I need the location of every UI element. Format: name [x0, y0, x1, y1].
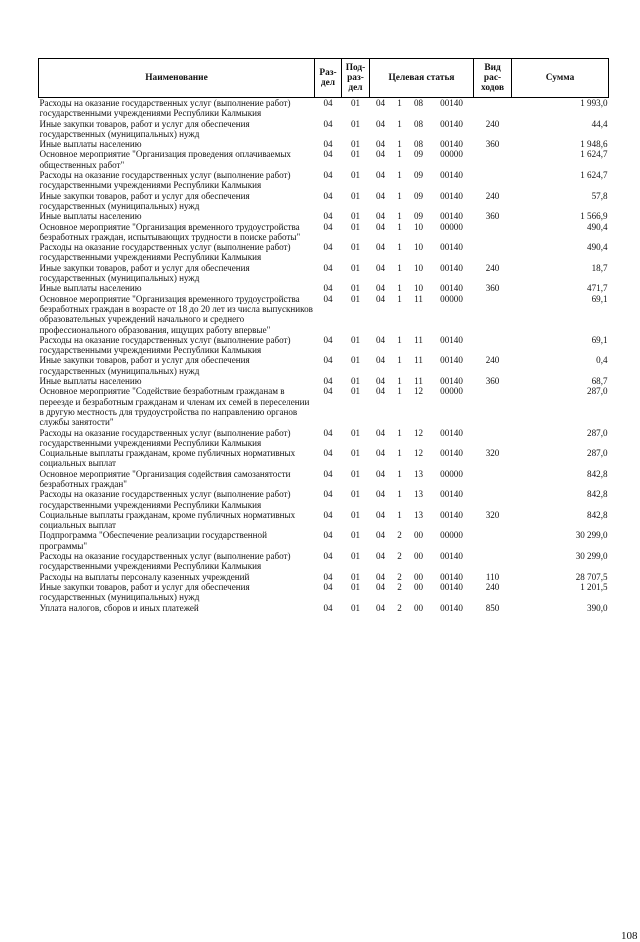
cell-section: 04 [323, 293, 333, 304]
cell-expense-type [474, 335, 512, 356]
cell-subsection: 01 [350, 118, 361, 129]
cell-target-program: 04 [375, 262, 386, 273]
cell-amount: 842,8 [587, 468, 608, 479]
cell-target-activity: 10 [413, 242, 424, 253]
cell-subsection: 01 [350, 262, 361, 273]
cell-subsection: 01 [350, 139, 361, 150]
cell-name: Иные выплаты населению [39, 376, 142, 387]
cell-target-activity: 00 [413, 581, 424, 592]
cell-expense-type: 240 [485, 355, 500, 366]
cell-section: 04 [323, 581, 333, 592]
cell-expense-type [474, 294, 512, 335]
cell-section: 04 [323, 98, 333, 108]
cell-target-subprogram: 1 [397, 448, 402, 459]
cell-target-activity: 13 [413, 509, 424, 520]
cell-target-direction: 00140 [440, 190, 463, 201]
cell-target-direction: 00000 [440, 293, 463, 304]
cell-target-activity: 09 [413, 149, 424, 160]
cell-subsection: 01 [350, 242, 361, 253]
cell-target-subprogram: 1 [397, 190, 402, 201]
cell-name: Основное мероприятие "Организация проведения оплачиваемых общественных работ" [39, 149, 291, 170]
table-row [39, 191, 609, 212]
cell-target-program: 04 [375, 509, 386, 520]
cell-section: 04 [323, 139, 333, 150]
cell-amount: 1 993,0 [580, 98, 608, 108]
cell-section: 04 [323, 283, 333, 294]
cell-amount: 287,0 [587, 386, 608, 397]
cell-target-activity: 11 [414, 376, 423, 387]
cell-amount: 1 624,7 [580, 170, 608, 181]
cell-amount: 30 299,0 [575, 551, 608, 562]
cell-target-activity: 09 [413, 170, 424, 181]
cell-target-direction: 00140 [440, 139, 463, 150]
cell-target-direction: 00140 [440, 448, 463, 459]
cell-subsection: 01 [350, 170, 361, 181]
table-row [39, 582, 609, 603]
table-row [39, 489, 609, 510]
cell-target-program: 04 [375, 283, 386, 294]
cell-expense-type [474, 469, 512, 490]
table-row [39, 572, 609, 582]
table-row [39, 530, 609, 551]
cell-name: Уплата налогов, сборов и иных платежей [39, 602, 199, 613]
cell-amount: 69,1 [591, 293, 608, 304]
cell-target-program: 04 [375, 334, 386, 345]
cell-target-subprogram: 1 [397, 376, 402, 387]
cell-expense-type: 240 [485, 262, 500, 273]
cell-target-activity: 11 [414, 293, 423, 304]
cell-name: Иные выплаты населению [39, 139, 142, 150]
cell-subsection: 01 [350, 293, 361, 304]
table-row [39, 149, 609, 170]
cell-target-program: 04 [375, 376, 386, 387]
cell-target-program: 04 [375, 221, 386, 232]
cell-target-program: 04 [375, 386, 386, 397]
cell-target-subprogram: 1 [397, 293, 402, 304]
cell-subsection: 01 [350, 602, 361, 613]
cell-target-activity: 13 [413, 468, 424, 479]
cell-amount: 1 624,7 [580, 149, 608, 160]
cell-target-activity: 00 [413, 530, 424, 541]
cell-subsection: 01 [350, 355, 361, 366]
cell-section: 04 [323, 376, 333, 387]
cell-subsection: 01 [350, 211, 361, 222]
cell-target-subprogram: 1 [397, 139, 402, 150]
cell-target-subprogram: 1 [397, 118, 402, 129]
cell-target-activity: 09 [413, 190, 424, 201]
table-row [39, 355, 609, 376]
cell-target-program: 04 [375, 427, 386, 438]
table-row [39, 448, 609, 469]
cell-expense-type: 240 [485, 581, 500, 592]
cell-target-subprogram: 2 [397, 602, 402, 613]
cell-name: Основное мероприятие "Содействие безработным гражданам в переезде и безработным гражданам и членам их семей в переселении в другую местность для трудоустройства по направлению органов службы занятости" [39, 386, 310, 428]
cell-target-subprogram: 1 [397, 262, 402, 273]
cell-target-program: 04 [375, 293, 386, 304]
cell-target-subprogram: 1 [397, 334, 402, 345]
cell-target-activity: 12 [413, 386, 424, 397]
cell-target-activity: 08 [413, 98, 424, 108]
cell-expense-type: 110 [485, 571, 500, 582]
table-row [39, 283, 609, 293]
cell-target-program: 04 [375, 355, 386, 366]
cell-expense-type [474, 489, 512, 510]
cell-target-direction: 00140 [440, 571, 463, 582]
table-row [39, 222, 609, 243]
cell-subsection: 01 [350, 98, 361, 108]
cell-target-direction: 00140 [440, 602, 463, 613]
cell-target-subprogram: 2 [397, 581, 402, 592]
cell-target-program: 04 [375, 190, 386, 201]
cell-target-program: 04 [375, 448, 386, 459]
cell-section: 04 [323, 489, 333, 500]
cell-subsection: 01 [350, 468, 361, 479]
cell-amount: 69,1 [591, 334, 608, 345]
cell-target-program: 04 [375, 468, 386, 479]
cell-target-direction: 00140 [440, 355, 463, 366]
cell-section: 04 [323, 509, 333, 520]
cell-target-activity: 10 [413, 262, 424, 273]
table-row [39, 335, 609, 356]
cell-expense-type: 360 [485, 283, 500, 294]
cell-target-subprogram: 1 [397, 98, 402, 108]
cell-name: Иные закупки товаров, работ и услуг для обеспечения государственных (муниципальных) нужд [39, 118, 250, 139]
header-row [39, 59, 609, 98]
cell-target-direction: 00140 [440, 489, 463, 500]
cell-target-direction: 00140 [440, 170, 463, 181]
cell-subsection: 01 [350, 376, 361, 387]
cell-expense-type [474, 530, 512, 551]
cell-name: Расходы на выплаты персоналу казенных учреждений [39, 571, 250, 582]
cell-section: 04 [323, 427, 333, 438]
cell-target-activity: 00 [413, 551, 424, 562]
cell-name: Социальные выплаты гражданам, кроме публичных нормативных социальных выплат [39, 448, 296, 469]
cell-amount: 28 707,5 [575, 571, 608, 582]
cell-target-subprogram: 1 [397, 170, 402, 181]
cell-target-subprogram: 1 [397, 211, 402, 222]
cell-target-subprogram: 1 [397, 468, 402, 479]
cell-target-direction: 00140 [440, 551, 463, 562]
cell-amount: 842,8 [587, 489, 608, 500]
cell-target-direction: 00000 [440, 386, 463, 397]
cell-target-direction: 00140 [440, 211, 463, 222]
cell-section: 04 [323, 602, 333, 613]
table-row [39, 139, 609, 149]
cell-target-program: 04 [375, 489, 386, 500]
cell-section: 04 [323, 190, 333, 201]
page-number: 108 [621, 930, 638, 942]
cell-target-direction: 00140 [440, 262, 463, 273]
header-name: Наименование [39, 59, 315, 98]
cell-target-direction: 00000 [440, 530, 463, 541]
cell-name: Основное мероприятие "Организация содействия самозанятости безработных граждан" [39, 468, 291, 489]
cell-target-direction: 00140 [440, 118, 463, 129]
cell-expense-type [474, 222, 512, 243]
cell-name: Иные закупки товаров, работ и услуг для обеспечения государственных (муниципальных) нужд [39, 355, 250, 376]
cell-target-activity: 11 [414, 334, 423, 345]
cell-section: 04 [323, 355, 333, 366]
table-row [39, 294, 609, 335]
cell-amount: 1 948,6 [580, 139, 608, 150]
table-row [39, 603, 609, 613]
cell-target-subprogram: 1 [397, 283, 402, 294]
cell-target-program: 04 [375, 98, 386, 108]
cell-target-activity: 12 [413, 427, 424, 438]
cell-section: 04 [323, 262, 333, 273]
cell-name: Основное мероприятие "Организация временного трудоустройства безработных граждан в возрасте от 18 до 20 лет из числа выпускников образовательных учреждений начального и среднего профессионального образования, ищущих работу впервые" [39, 293, 313, 335]
cell-subsection: 01 [350, 551, 361, 562]
table-row [39, 119, 609, 140]
cell-amount: 57,8 [591, 190, 608, 201]
cell-subsection: 01 [350, 283, 361, 294]
cell-target-program: 04 [375, 571, 386, 582]
cell-subsection: 01 [350, 221, 361, 232]
cell-target-activity: 00 [413, 602, 424, 613]
table-row [39, 242, 609, 263]
header-amount: Сумма [512, 59, 609, 98]
cell-target-direction: 00140 [440, 509, 463, 520]
cell-target-activity: 08 [413, 118, 424, 129]
cell-section: 04 [323, 334, 333, 345]
cell-target-direction: 00000 [440, 149, 463, 160]
cell-target-subprogram: 1 [397, 242, 402, 253]
cell-expense-type: 240 [485, 118, 500, 129]
cell-expense-type [474, 386, 512, 427]
cell-target-direction: 00140 [440, 427, 463, 438]
cell-amount: 0,4 [596, 355, 608, 366]
cell-subsection: 01 [350, 448, 361, 459]
cell-subsection: 01 [350, 489, 361, 500]
table-row [39, 98, 609, 119]
cell-subsection: 01 [350, 427, 361, 438]
cell-expense-type [474, 149, 512, 170]
cell-target-subprogram: 2 [397, 571, 402, 582]
cell-target-program: 04 [375, 581, 386, 592]
cell-amount: 68,7 [591, 376, 608, 387]
cell-target-subprogram: 2 [397, 551, 402, 562]
cell-target-activity: 12 [413, 448, 424, 459]
cell-target-activity: 10 [413, 283, 424, 294]
cell-name: Иные выплаты населению [39, 211, 142, 222]
cell-amount: 842,8 [587, 509, 608, 520]
table-row [39, 170, 609, 191]
cell-expense-type [474, 170, 512, 191]
cell-name: Расходы на оказание государственных услуг (выполнение работ) государственными учреждениями Республики Калмыкия [39, 427, 291, 448]
cell-amount: 1 566,9 [580, 211, 608, 222]
cell-target-subprogram: 1 [397, 355, 402, 366]
table-row [39, 551, 609, 572]
cell-expense-type [474, 428, 512, 449]
cell-amount: 44,4 [591, 118, 608, 129]
cell-target-activity: 09 [413, 211, 424, 222]
table-row [39, 469, 609, 490]
cell-target-activity: 13 [413, 489, 424, 500]
cell-section: 04 [323, 468, 333, 479]
cell-amount: 490,4 [587, 242, 608, 253]
cell-subsection: 01 [350, 571, 361, 582]
cell-name: Расходы на оказание государственных услуг (выполнение работ) государственными учреждениями Республики Калмыкия [39, 489, 291, 510]
cell-target-subprogram: 1 [397, 149, 402, 160]
cell-target-program: 04 [375, 139, 386, 150]
cell-target-program: 04 [375, 551, 386, 562]
cell-section: 04 [323, 170, 333, 181]
cell-target-activity: 00 [413, 571, 424, 582]
cell-subsection: 01 [350, 334, 361, 345]
table-row [39, 510, 609, 531]
table-row [39, 386, 609, 427]
cell-name: Основное мероприятие "Организация временного трудоустройства безработных граждан, испытывающих трудности в поиске работы" [39, 221, 301, 242]
cell-name: Расходы на оказание государственных услуг (выполнение работ) государственными учреждениями Республики Калмыкия [39, 551, 291, 572]
cell-section: 04 [323, 386, 333, 397]
cell-target-activity: 11 [414, 355, 423, 366]
header-target-article: Целевая статья [370, 59, 474, 98]
cell-subsection: 01 [350, 530, 361, 541]
cell-subsection: 01 [350, 509, 361, 520]
cell-target-subprogram: 1 [397, 509, 402, 520]
cell-expense-type [474, 551, 512, 572]
cell-target-subprogram: 1 [397, 221, 402, 232]
cell-target-direction: 00140 [440, 334, 463, 345]
cell-target-program: 04 [375, 211, 386, 222]
cell-target-subprogram: 2 [397, 530, 402, 541]
budget-document [38, 58, 638, 942]
cell-target-subprogram: 1 [397, 489, 402, 500]
cell-name: Иные выплаты населению [39, 283, 142, 294]
header-section: Раз- дел [315, 59, 342, 98]
cell-subsection: 01 [350, 581, 361, 592]
cell-name: Расходы на оказание государственных услуг (выполнение работ) государственными учреждениями Республики Калмыкия [39, 242, 291, 263]
cell-section: 04 [323, 149, 333, 160]
cell-target-direction: 00140 [440, 376, 463, 387]
table-row [39, 211, 609, 221]
table-row [39, 428, 609, 449]
cell-target-program: 04 [375, 242, 386, 253]
cell-target-subprogram: 1 [397, 386, 402, 397]
cell-amount: 390,0 [587, 602, 608, 613]
cell-section: 04 [323, 211, 333, 222]
cell-name: Расходы на оказание государственных услуг (выполнение работ) государственными учреждениями Республики Калмыкия [39, 170, 291, 191]
cell-expense-type: 360 [485, 211, 500, 222]
cell-subsection: 01 [350, 386, 361, 397]
cell-amount: 287,0 [587, 427, 608, 438]
cell-section: 04 [323, 118, 333, 129]
cell-section: 04 [323, 242, 333, 253]
cell-subsection: 01 [350, 149, 361, 160]
cell-subsection: 01 [350, 190, 361, 201]
cell-name: Иные закупки товаров, работ и услуг для обеспечения государственных (муниципальных) нужд [39, 581, 250, 603]
cell-section: 04 [323, 571, 333, 582]
cell-target-program: 04 [375, 170, 386, 181]
cell-name: Социальные выплаты гражданам, кроме публичных нормативных социальных выплат [39, 509, 296, 531]
cell-section: 04 [323, 530, 333, 541]
cell-amount: 471,7 [587, 283, 608, 294]
cell-target-direction: 00140 [440, 242, 463, 253]
cell-name: Расходы на оказание государственных услуг (выполнение работ) государственными учреждениями Республики Калмыкия [39, 334, 291, 356]
cell-target-activity: 08 [413, 139, 424, 150]
table-row [39, 263, 609, 284]
cell-target-direction: 00000 [440, 468, 463, 479]
cell-target-program: 04 [375, 602, 386, 613]
cell-expense-type: 850 [485, 602, 500, 613]
cell-section: 04 [323, 221, 333, 232]
cell-target-direction: 00140 [440, 98, 463, 108]
cell-expense-type [474, 98, 512, 119]
cell-expense-type: 240 [485, 190, 500, 201]
cell-amount: 287,0 [587, 448, 608, 459]
cell-expense-type: 320 [485, 509, 500, 520]
cell-name: Иные закупки товаров, работ и услуг для обеспечения государственных (муниципальных) нужд [39, 190, 250, 211]
cell-target-program: 04 [375, 118, 386, 129]
cell-target-direction: 00140 [440, 283, 463, 294]
cell-section: 04 [323, 551, 333, 562]
cell-amount: 18,7 [591, 262, 608, 273]
cell-target-activity: 10 [413, 221, 424, 232]
cell-expense-type [474, 242, 512, 263]
cell-target-direction: 00140 [440, 581, 463, 592]
budget-table [38, 58, 609, 613]
cell-expense-type: 320 [485, 448, 500, 459]
cell-expense-type: 360 [485, 139, 500, 150]
cell-target-direction: 00000 [440, 221, 463, 232]
cell-name: Подпрограмма "Обеспечение реализации государственной программы" [39, 530, 267, 551]
header-expense-type: Вид рас- ходов [474, 59, 512, 98]
cell-name: Иные закупки товаров, работ и услуг для обеспечения государственных (муниципальных) нужд [39, 262, 250, 284]
cell-expense-type: 360 [485, 376, 500, 387]
cell-section: 04 [323, 448, 333, 459]
cell-target-subprogram: 1 [397, 427, 402, 438]
cell-amount: 30 299,0 [575, 530, 608, 541]
table-body [39, 98, 609, 613]
table-row [39, 376, 609, 386]
cell-target-program: 04 [375, 530, 386, 541]
cell-target-program: 04 [375, 149, 386, 160]
cell-amount: 490,4 [587, 221, 608, 232]
header-subsection: Под- раз- дел [342, 59, 370, 98]
cell-amount: 1 201,5 [580, 581, 608, 592]
cell-name: Расходы на оказание государственных услуг (выполнение работ) государственными учреждениями Республики Калмыкия [39, 98, 291, 119]
